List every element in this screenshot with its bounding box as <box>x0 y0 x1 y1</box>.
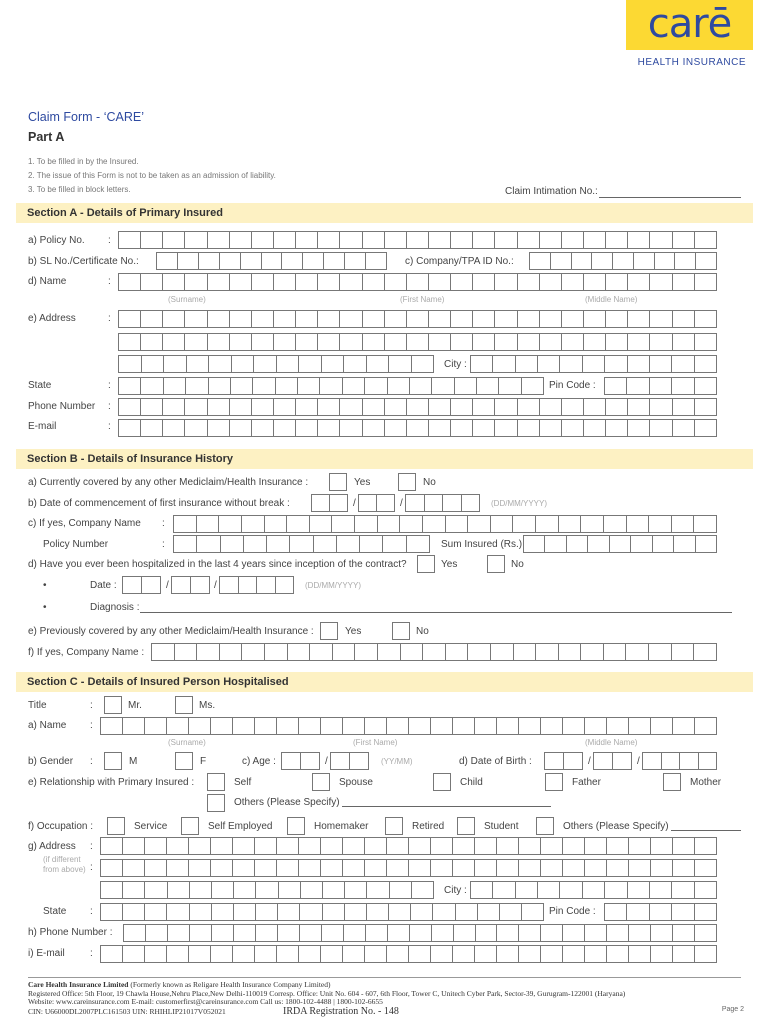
title-label: Title <box>28 700 47 711</box>
occupation-service-checkbox[interactable] <box>107 817 125 835</box>
company-name-label: c) If yes, Company Name <box>28 518 141 529</box>
surname-hint: (Surname) <box>168 738 206 747</box>
note-3: 3. To be filled in block letters. <box>28 185 131 194</box>
note-1: 1. To be filled in by the Insured. <box>28 157 139 166</box>
state-boxes[interactable] <box>119 377 544 395</box>
footer-company-name: Care Health Insurance Limited <box>28 980 129 989</box>
yes-label: Yes <box>441 559 458 570</box>
sum-insured-boxes[interactable] <box>524 535 717 553</box>
address-line-1[interactable] <box>119 310 717 328</box>
occupation-retired-checkbox[interactable] <box>385 817 403 835</box>
colon: : <box>90 720 93 731</box>
title-ms-checkbox[interactable] <box>175 696 193 714</box>
colon: : <box>108 421 111 432</box>
yes-label: Yes <box>354 477 371 488</box>
insured-address-line-1[interactable] <box>101 837 717 855</box>
footer-cin: CIN: U66000DL2007PLC161503 UIN: RHIHLIP21017V052021 <box>28 1007 226 1016</box>
insured-pin-boxes[interactable] <box>605 903 717 921</box>
relationship-mother-checkbox[interactable] <box>663 773 681 791</box>
self-label: Self <box>234 777 252 788</box>
occupation-homemaker-checkbox[interactable] <box>287 817 305 835</box>
colon: : <box>108 401 111 412</box>
colon: : <box>162 518 165 529</box>
company-name-boxes[interactable] <box>174 515 717 533</box>
email-boxes[interactable] <box>119 419 717 437</box>
retired-label: Retired <box>412 821 445 832</box>
currently-covered-yes-checkbox[interactable] <box>329 473 347 491</box>
hospitalized-mm[interactable] <box>172 576 210 594</box>
from-above-hint: from above) <box>43 865 86 874</box>
occupation-label: f) Occupation : <box>28 821 94 832</box>
footer-company-former: (Formerly known as Religare Health Insurance Company Limited) <box>130 980 331 989</box>
city-label: City : <box>444 359 467 370</box>
insured-address-label: g) Address <box>28 841 76 852</box>
address-line-3[interactable] <box>119 355 434 373</box>
slash: / <box>588 756 591 767</box>
previously-covered-yes-checkbox[interactable] <box>320 622 338 640</box>
colon: : <box>90 948 93 959</box>
service-label: Service <box>134 821 168 832</box>
dob-mm-boxes[interactable] <box>594 752 632 770</box>
father-label: Father <box>572 777 601 788</box>
policy-number-label: Policy Number <box>43 539 109 550</box>
relationship-father-checkbox[interactable] <box>545 773 563 791</box>
occupation-others-checkbox[interactable] <box>536 817 554 835</box>
first-insurance-date-question: b) Date of commencement of first insurance without break : <box>28 498 290 509</box>
others-label: Others (Please Specify) <box>234 797 340 808</box>
slash: / <box>637 756 640 767</box>
sum-insured-label: Sum Insured (Rs.): <box>441 539 525 550</box>
address-label: e) Address <box>28 313 76 324</box>
age-label: c) Age : <box>242 756 276 767</box>
section-a-title: Section A - Details of Primary Insured <box>27 207 224 219</box>
no-label: No <box>423 477 436 488</box>
yes-label: Yes <box>345 626 362 637</box>
colon: : <box>90 700 93 711</box>
mr-label: Mr. <box>128 700 142 711</box>
if-different-hint: (if different <box>43 855 81 864</box>
policy-no-boxes[interactable] <box>119 231 717 249</box>
policy-no-label: a) Policy No. <box>28 235 85 246</box>
homemaker-label: Homemaker <box>314 821 369 832</box>
first-name-hint: (First Name) <box>353 738 398 747</box>
age-mm-boxes[interactable] <box>331 752 369 770</box>
diagnosis-field[interactable] <box>140 612 732 613</box>
insured-phone-boxes[interactable] <box>124 924 717 942</box>
currently-covered-no-checkbox[interactable] <box>398 473 416 491</box>
colon: : <box>90 756 93 767</box>
gender-f-checkbox[interactable] <box>175 752 193 770</box>
colon: : <box>90 862 93 873</box>
name-label: d) Name <box>28 276 67 287</box>
slash: / <box>400 498 403 509</box>
policy-number-boxes[interactable] <box>174 535 430 553</box>
previously-covered-question: e) Previously covered by any other Mediclaim/Health Insurance : <box>28 626 314 637</box>
hospitalized-yyyy[interactable] <box>220 576 294 594</box>
insured-email-label: i) E-mail <box>28 948 65 959</box>
bullet: • <box>43 580 47 591</box>
first-name-hint: (First Name) <box>400 295 445 304</box>
slash: / <box>214 580 217 591</box>
if-yes-company-boxes[interactable] <box>152 643 717 661</box>
gender-f-label: F <box>200 756 207 767</box>
insured-address-line-3[interactable] <box>101 881 434 899</box>
hospitalized-yes-checkbox[interactable] <box>417 555 435 573</box>
address-line-2[interactable] <box>119 333 717 351</box>
self-employed-label: Self Employed <box>208 821 273 832</box>
insured-pin-label: Pin Code : <box>549 906 596 917</box>
first-insurance-yyyy[interactable] <box>406 494 480 512</box>
occupation-student-checkbox[interactable] <box>457 817 475 835</box>
if-yes-company-label: f) If yes, Company Name : <box>28 647 145 658</box>
claim-intimation-field[interactable] <box>599 197 741 198</box>
email-label: E-mail <box>28 421 57 432</box>
surname-hint: (Surname) <box>168 295 206 304</box>
relationship-child-checkbox[interactable] <box>433 773 451 791</box>
footer-website: Website: www.careinsurance.com E-mail: customerfirst@careinsurance.com Call us: 1800-102-4488 | 1800-102-6655 <box>28 997 383 1006</box>
part-label: Part A <box>28 130 65 144</box>
hospitalized-date-label: Date : <box>90 580 117 591</box>
insured-name-label: a) Name <box>28 720 67 731</box>
colon: : <box>108 276 111 287</box>
sl-no-label: b) SL No./Certificate No.: <box>28 256 139 267</box>
no-label: No <box>416 626 429 637</box>
occupation-self-employed-checkbox[interactable] <box>181 817 199 835</box>
insured-name-boxes[interactable] <box>101 717 717 735</box>
gender-m-label: M <box>129 756 138 767</box>
company-tpa-boxes[interactable] <box>530 252 717 270</box>
dob-label: d) Date of Birth : <box>459 756 532 767</box>
slash: / <box>353 498 356 509</box>
gender-m-checkbox[interactable] <box>104 752 122 770</box>
phone-label: Phone Number <box>28 401 96 412</box>
mother-label: Mother <box>690 777 722 788</box>
page-number: Page 2 <box>721 1006 744 1013</box>
others-specify-field[interactable] <box>342 806 551 807</box>
pin-code-boxes[interactable] <box>605 377 717 395</box>
insured-email-boxes[interactable] <box>101 945 717 963</box>
pin-code-label: Pin Code : <box>549 380 596 391</box>
slash: / <box>166 580 169 591</box>
slash: / <box>325 756 328 767</box>
age-format-hint: (YY/MM) <box>381 757 413 766</box>
relationship-self-checkbox[interactable] <box>207 773 225 791</box>
currently-covered-question: a) Currently covered by any other Mediclaim/Health Insurance : <box>28 477 309 488</box>
insured-city-boxes[interactable] <box>471 881 717 899</box>
title-mr-checkbox[interactable] <box>104 696 122 714</box>
section-b-title: Section B - Details of Insurance History <box>27 453 233 465</box>
section-c-title: Section C - Details of Insured Person Hospitalised <box>27 676 289 688</box>
bullet: • <box>43 602 47 613</box>
date-format-hint: (DD/MM/YYYY) <box>491 499 547 508</box>
city-boxes[interactable] <box>471 355 717 373</box>
footer-divider <box>28 977 741 978</box>
first-insurance-dd[interactable] <box>312 494 348 512</box>
colon: : <box>108 380 111 391</box>
claim-intimation-label: Claim Intimation No.: <box>505 186 598 197</box>
company-tpa-label: c) Company/TPA ID No.: <box>405 256 514 267</box>
insured-state-label: State <box>43 906 67 917</box>
colon: : <box>108 235 111 246</box>
dob-yyyy-boxes[interactable] <box>643 752 717 770</box>
colon: : <box>90 841 93 852</box>
middle-name-hint: (Middle Name) <box>585 738 638 747</box>
no-label: No <box>511 559 524 570</box>
sl-no-boxes[interactable] <box>157 252 387 270</box>
footer-company-line <box>28 981 331 989</box>
hospitalized-dd[interactable] <box>123 576 161 594</box>
name-boxes[interactable] <box>119 273 717 291</box>
child-label: Child <box>460 777 483 788</box>
date-format-hint: (DD/MM/YYYY) <box>305 581 361 590</box>
gender-label: b) Gender <box>28 756 74 767</box>
relationship-spouse-checkbox[interactable] <box>312 773 330 791</box>
hospitalized-question: d) Have you ever been hospitalized in the last 4 years since inception of the contract? <box>28 559 407 570</box>
occupation-others-field[interactable] <box>671 830 741 831</box>
relationship-others-checkbox[interactable] <box>207 794 225 812</box>
diagnosis-label: Diagnosis : <box>90 602 140 613</box>
insured-state-boxes[interactable] <box>101 903 544 921</box>
footer-registered-office: Registered Office: 5th Floor, 19 Chawla House,Nehru Place,New Delhi-110019 Corresp. Office: Unit No. 604 - 607, 6th Floor, Tower C, Unitech Cyber Park, Sector-39, Gurugram-122001 (Haryana) <box>28 989 626 998</box>
colon: : <box>162 539 165 550</box>
logo-tagline: HEALTH INSURANCE <box>637 57 746 68</box>
spouse-label: Spouse <box>339 777 373 788</box>
colon: : <box>90 906 93 917</box>
care-logo: carē <box>647 1 732 47</box>
relationship-label: e) Relationship with Primary Insured : <box>28 777 195 788</box>
student-label: Student <box>484 821 519 832</box>
state-label: State <box>28 380 52 391</box>
phone-boxes[interactable] <box>119 398 717 416</box>
dob-dd-boxes[interactable] <box>545 752 583 770</box>
colon: : <box>108 313 111 324</box>
insured-phone-label: h) Phone Number : <box>28 927 113 938</box>
occupation-others-label: Others (Please Specify) <box>563 821 669 832</box>
footer-irda: IRDA Registration No. - 148 <box>283 1006 399 1017</box>
ms-label: Ms. <box>199 700 216 711</box>
insured-city-label: City : <box>444 885 467 896</box>
form-title: Claim Form - ‘CARE’ <box>28 110 144 124</box>
first-insurance-mm[interactable] <box>359 494 395 512</box>
hospitalized-no-checkbox[interactable] <box>487 555 505 573</box>
insured-address-line-2[interactable] <box>101 859 717 877</box>
note-2: 2. The issue of this Form is not to be taken as an admission of liability. <box>28 171 276 180</box>
middle-name-hint: (Middle Name) <box>585 295 638 304</box>
previously-covered-no-checkbox[interactable] <box>392 622 410 640</box>
age-yy-boxes[interactable] <box>282 752 320 770</box>
